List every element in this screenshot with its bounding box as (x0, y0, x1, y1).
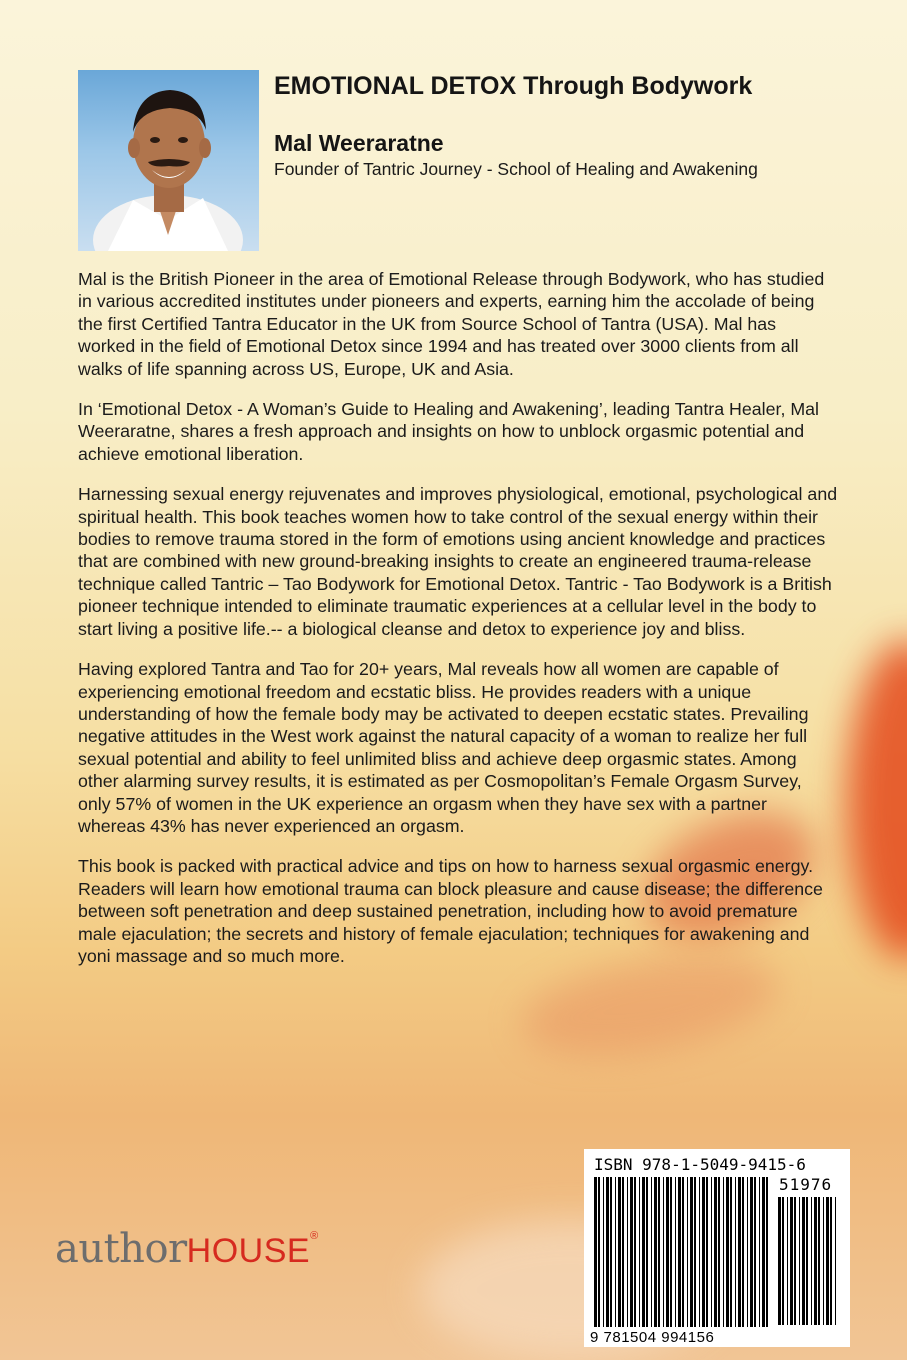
blurb (78, 268, 838, 985)
registered-mark: ® (310, 1230, 318, 1242)
barcode-addon-digits: 51976 (779, 1175, 833, 1194)
blurb-paragraph: Harnessing sexual energy rejuvenates and improves physiological, emotional, psychological and spiritual health. This book teaches women how to take control of the sexual energy within their bodies to remove trauma stored in the form of emotions using ancient knowledge and practices that are combined with new ground-breaking insights to create an engineered trauma-release technique called Tantric – Tao Bodywork for Emotional Detox. Tantric - Tao Bodywork is a British pioneer technique intended to eliminate traumatic experiences at a cellular level in the body to start living a positive life.-- a biological cleanse and detox to experience joy and bliss. (78, 484, 838, 639)
isbn-label: ISBN 978-1-5049-9415-6 (594, 1155, 806, 1174)
book-title: EMOTIONAL DETOX Through Bodywork (274, 72, 753, 100)
publisher-logo (55, 1226, 318, 1272)
blurb-paragraph: Mal is the British Pioneer in the area of Emotional Release through Bodywork, who has studied in various accredited institutes under pioneers and experts, earning him the accolade of being the first Certified Tantra Educator in the UK from Source School of Tantra (USA). Mal has worked in the field of Emotional Detox since 1994 and has treated over 3000 clients from all walks of life spanning across US, Europe, UK and Asia. (78, 269, 825, 379)
background-decoration (847, 640, 907, 960)
author-role: Founder of Tantric Journey - School of Healing and Awakening (274, 159, 758, 179)
blurb-paragraph: In ‘Emotional Detox - A Woman’s Guide to Healing and Awakening’, leading Tantra Healer, Mal Weeraratne, shares a fresh approach and insights on how to unblock orgasmic potential and achieve emotional liberation. (78, 399, 819, 464)
publisher-logo-part: HOUSE (186, 1232, 311, 1270)
barcode-bars (594, 1177, 774, 1329)
barcode-number: 9 781504 994156 (590, 1329, 715, 1346)
blurb-paragraph: Having explored Tantra and Tao for 20+ years, Mal reveals how all women are capable of experiencing emotional freedom and ecstatic bliss. He provides readers with a unique understanding of how the female body may be activated to deepen ecstatic states. Prevailing negative attitudes in the West work against the natural capacity of a woman to realize her full sexual potential and ability to feel unlimited bliss and achieve deep orgasmic states. Among other alarming survey results, it is estimated as per Cosmopolitan’s Female Orgasm Survey, only 57% of women in the UK experience an orgasm when they have sex with a partner whereas 43% has never experienced an orgasm. (78, 659, 809, 836)
author-photo (78, 70, 259, 251)
author-name: Mal Weeraratne (274, 130, 444, 156)
isbn-barcode (584, 1149, 850, 1347)
barcode-addon-bars (778, 1197, 842, 1325)
publisher-logo-part: author (55, 1226, 187, 1272)
blurb-paragraph: This book is packed with practical advice and tips on how to harness sexual orgasmic energy. Readers will learn how emotional trauma can block pleasure and cause disease; the difference between soft penetration and deep sustained penetration, including how to avoid premature male ejaculation; the secrets and history of female ejaculation; techniques for awakening and yoni massage and so much more. (78, 856, 823, 966)
